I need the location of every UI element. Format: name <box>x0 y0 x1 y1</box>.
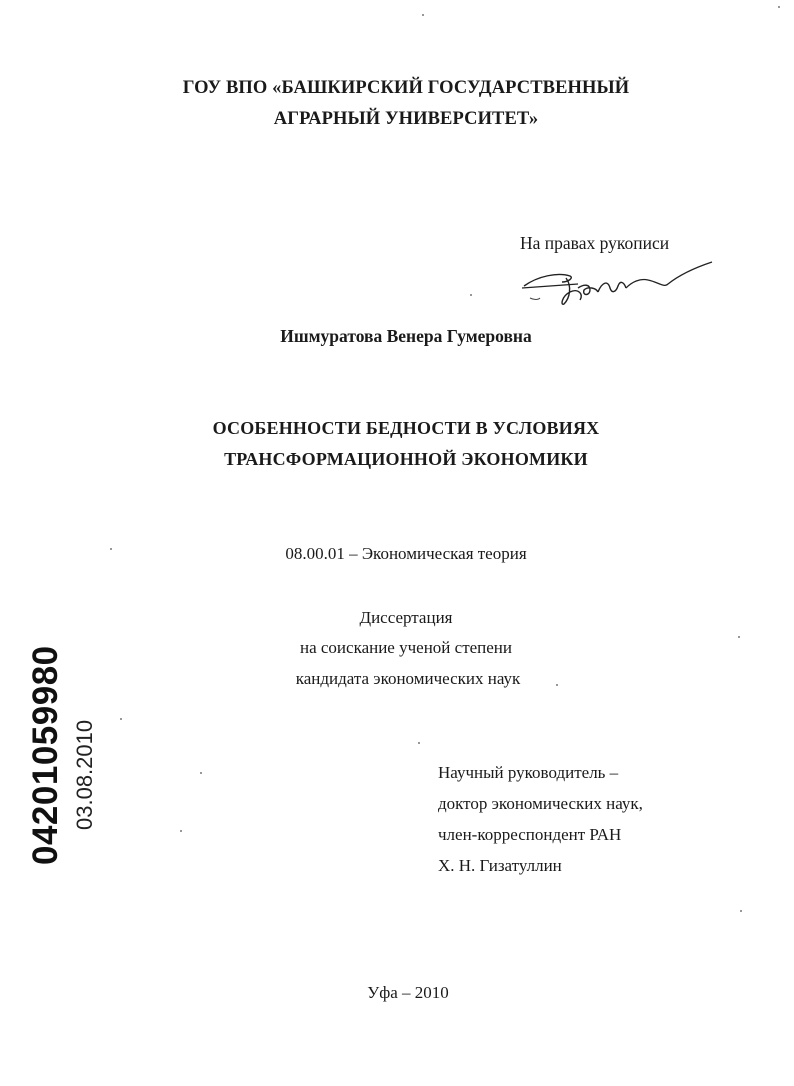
dissertation-type-line-3: кандидата экономических наук <box>295 669 521 688</box>
organization-line-1: ГОУ ВПО «БАШКИРСКИЙ ГОСУДАРСТВЕННЫЙ <box>182 78 630 98</box>
scan-speck <box>778 6 780 8</box>
organization-line-2: АГРАРНЫЙ УНИВЕРСИТЕТ» <box>273 109 539 129</box>
supervisor-line-3: член-корреспондент РАН <box>438 825 622 844</box>
scan-speck <box>120 718 122 720</box>
library-stamp-code: 04201059980 <box>26 645 65 865</box>
dissertation-title-line-2: ТРАНСФОРМАЦИОННОЙ ЭКОНОМИКИ <box>224 449 588 469</box>
supervisor-name: Х. Н. Гизатуллин <box>438 856 562 875</box>
scan-speck <box>180 830 182 832</box>
manuscript-note: На правах рукописи <box>520 233 670 253</box>
scan-speck <box>738 636 740 638</box>
scan-speck <box>418 742 420 744</box>
dissertation-title-line-1: ОСОБЕННОСТИ БЕДНОСТИ В УСЛОВИЯХ <box>212 418 600 438</box>
library-stamp-date: 03.08.2010 <box>72 719 97 830</box>
scan-speck <box>740 910 742 912</box>
scan-speck <box>200 772 202 774</box>
dissertation-type-line-1: Диссертация <box>359 608 453 627</box>
scan-speck <box>422 14 424 16</box>
dissertation-type-line-2: на соискание ученой степени <box>299 638 513 657</box>
handwritten-signature <box>518 258 718 310</box>
supervisor-line-2: доктор экономических наук, <box>438 794 643 813</box>
supervisor-line-1: Научный руководитель – <box>438 763 619 782</box>
scan-speck <box>110 548 112 550</box>
scan-speck <box>470 294 472 296</box>
city-year: Уфа – 2010 <box>367 983 449 1002</box>
specialty-code: 08.00.01 – Экономическая теория <box>285 544 527 563</box>
author-name: Ишмуратова Венера Гумеровна <box>280 326 532 346</box>
scan-speck <box>556 684 558 686</box>
